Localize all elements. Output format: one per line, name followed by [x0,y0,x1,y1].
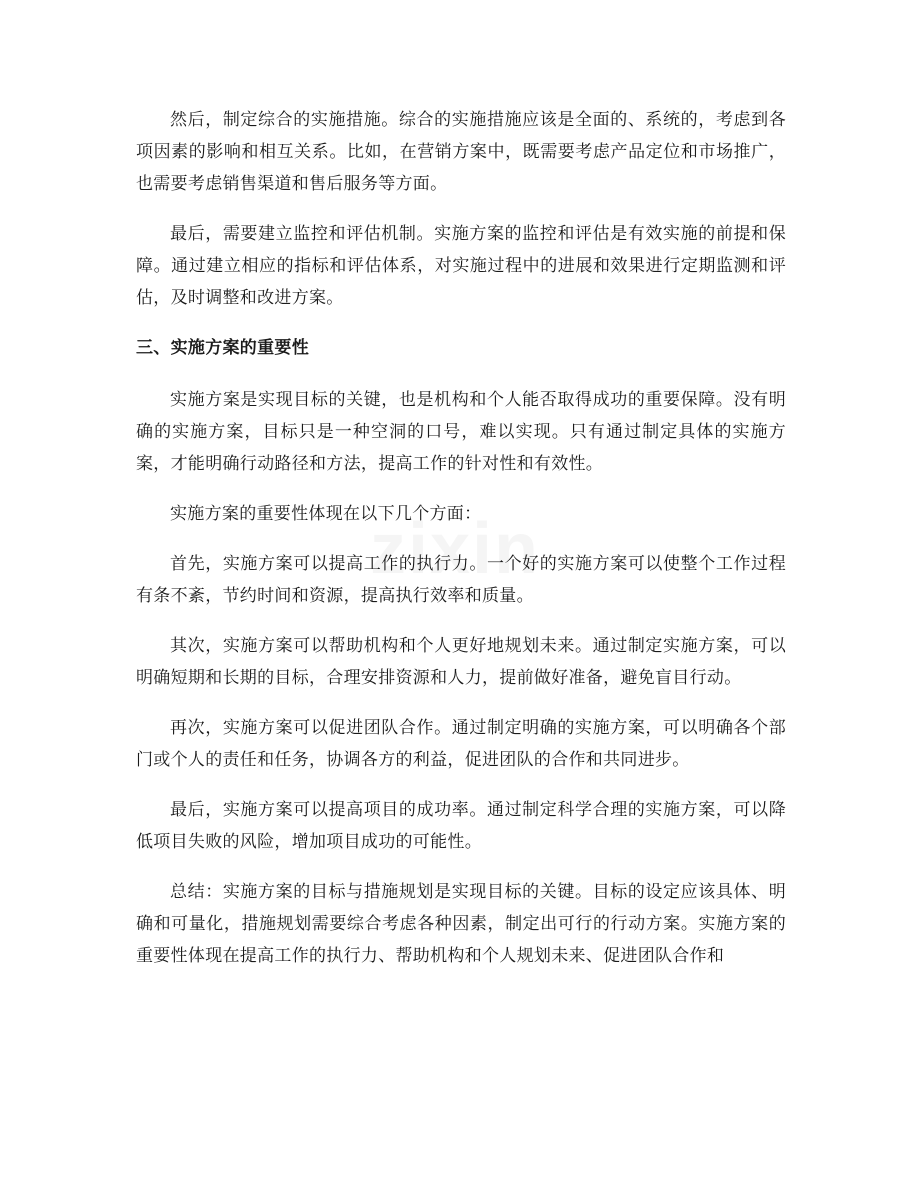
paragraph-first-point: 首先，实施方案可以提高工作的执行力。一个好的实施方案可以使整个工作过程有条不紊，节约时间和资源，提高执行效率和质量。 [136,554,786,606]
paragraph-importance-aspects: 实施方案的重要性体现在以下几个方面： [170,504,482,524]
paragraph-second-point: 其次，实施方案可以帮助机构和个人更好地规划未来。通过制定实施方案，可以明确短期和长期的目标，合理安排资源和人力，提前做好准备，避免盲目行动。 [136,636,786,688]
section-heading: 三、实施方案的重要性 [136,338,309,358]
paragraph-monitoring-mechanism: 最后，需要建立监控和评估机制。实施方案的监控和评估是有效实施的前提和保障。通过建立相应的指标和评估体系，对实施过程中的进展和效果进行定期监测和评估，及时调整和改进方案。 [136,224,786,308]
paragraph-third-point: 再次，实施方案可以促进团队合作。通过制定明确的实施方案，可以明确各个部门或个人的责任和任务，协调各方的利益，促进团队的合作和共同进步。 [136,718,786,770]
document-body [136,104,786,990]
watermark-logo: zixin [370,509,541,589]
paragraph-importance-intro: 实施方案是实现目标的关键，也是机构和个人能否取得成功的重要保障。没有明确的实施方案，目标只是一种空洞的口号，难以实现。只有通过制定具体的实施方案，才能明确行动路径和方法，提高工作的针对性和有效性。 [136,390,786,474]
paragraph-fourth-point: 最后，实施方案可以提高项目的成功率。通过制定科学合理的实施方案，可以降低项目失败的风险，增加项目成功的可能性。 [136,800,786,852]
paragraph-implementation-measures: 然后，制定综合的实施措施。综合的实施措施应该是全面的、系统的，考虑到各项因素的影响和相互关系。比如，在营销方案中，既需要考虑产品定位和市场推广，也需要考虑销售渠道和售后服务等方面。 [136,110,786,194]
paragraph-summary: 总结：实施方案的目标与措施规划是实现目标的关键。目标的设定应该具体、明确和可量化，措施规划需要综合考虑各种因素，制定出可行的行动方案。实施方案的重要性体现在提高工作的执行力、帮助机构和个人规划未来、促进团队合作和 [136,882,786,966]
